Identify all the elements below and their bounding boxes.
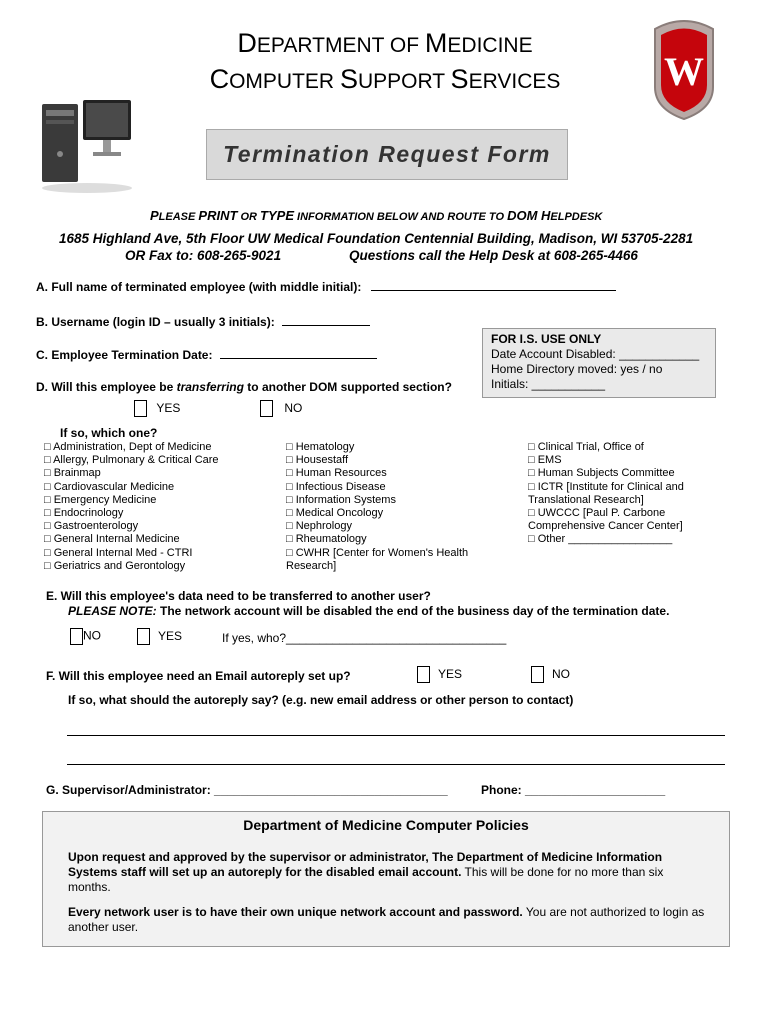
autoreply-yes-option[interactable]: [417, 666, 462, 683]
transfer-no-label: NO: [284, 400, 303, 415]
section-option[interactable]: □ Infectious Disease: [286, 480, 386, 493]
policy-p1-normal: This will be done for no more than six months.: [68, 865, 664, 894]
dept-letter: C: [209, 64, 230, 94]
form-title: Termination Request Form: [223, 141, 551, 167]
section-option[interactable]: □ Information Systems: [286, 493, 396, 506]
section-option[interactable]: □ Brainmap: [44, 467, 101, 480]
policy-p2-bold: Every network user is to have their own unique network account and password.: [68, 905, 523, 919]
policy-p2-normal: You are not authorized to login as another user.: [68, 905, 705, 934]
supervisor-field[interactable]: G. Supervisor/Administrator: ___________________________________: [46, 783, 448, 797]
section-option[interactable]: □ CWHR [Center for Women's Health: [286, 546, 469, 559]
section-option[interactable]: □ Human Subjects Committee: [528, 467, 675, 480]
data-transfer-yes-checkbox[interactable]: [137, 628, 150, 645]
note-text: The network account will be disabled the end of the business day of the termination date.: [156, 604, 670, 618]
question-d: [36, 380, 452, 394]
instr-part: P: [150, 208, 159, 223]
section-option-continued: Comprehensive Cancer Center]: [528, 520, 683, 533]
address-line: 1685 Highland Ave, 5th Floor UW Medical Foundation Centennial Building, Madison, WI 53705-2281: [59, 231, 694, 246]
data-transfer-yes-option[interactable]: [137, 628, 182, 645]
section-option[interactable]: □ Administration, Dept of Medicine: [44, 441, 212, 453]
section-option[interactable]: □ Allergy, Pulmonary & Critical Care: [44, 454, 219, 467]
question-e: E. Will this employee's data need to be transferred to another user?: [46, 589, 431, 603]
uw-crest-logo: [651, 17, 717, 121]
question-b-label: B. Username (login ID – usually 3 initials):: [36, 315, 275, 329]
policy-paragraph-2: [68, 905, 709, 935]
form-title-box: [206, 129, 568, 180]
section-option[interactable]: □ Endocrinology: [44, 507, 124, 520]
autoreply-line-1[interactable]: [67, 735, 725, 736]
phone-field[interactable]: Phone: _____________________: [481, 783, 666, 797]
is-use-title: FOR I.S. USE ONLY: [491, 332, 602, 346]
dept-letter: M: [424, 28, 448, 58]
question-c-label: C. Employee Termination Date:: [36, 348, 213, 362]
question-f: F. Will this employee need an Email autoreply set up?: [46, 669, 351, 683]
dept-text: OMPUTER: [229, 70, 340, 93]
autoreply-yes-label: YES: [438, 666, 463, 681]
dept-letter: D: [237, 28, 257, 58]
section-option-continued: Translational Research]: [528, 493, 644, 506]
autoreply-no-label: NO: [552, 666, 570, 681]
instr-part: ELPDESK: [550, 211, 603, 223]
dept-letter: S: [450, 64, 469, 94]
section-option[interactable]: □ Nephrology: [286, 520, 352, 533]
section-list-col3: [528, 441, 728, 547]
if-yes-who-field[interactable]: If yes, who?_________________________________: [222, 631, 507, 645]
instr-part: OR: [237, 211, 261, 223]
section-option[interactable]: □ General Internal Medicine: [44, 533, 180, 546]
question-d-em: transferring: [176, 380, 244, 394]
instr-part: PRINT: [198, 208, 238, 223]
transfer-yes-label: YES: [156, 400, 181, 415]
section-option[interactable]: □ Clinical Trial, Office of: [528, 441, 644, 453]
data-transfer-no-checkbox[interactable]: [70, 628, 83, 645]
is-use-only-box: [482, 328, 716, 398]
autoreply-no-option[interactable]: [531, 666, 570, 683]
section-option[interactable]: □ Gastroenterology: [44, 520, 139, 533]
username-field[interactable]: [282, 313, 370, 326]
autoreply-text-prompt: If so, what should the autoreply say? (e.g. new email address or other person to contact): [68, 693, 574, 707]
question-a: [36, 278, 616, 294]
instr-part: TYPE: [260, 208, 294, 223]
transfer-no-option[interactable]: [260, 400, 302, 417]
section-option[interactable]: □ UWCCC [Paul P. Carbone: [528, 507, 666, 520]
question-a-label: A. Full name of terminated employee (with middle initial):: [36, 280, 362, 294]
svg-text:W: W: [664, 49, 704, 94]
dept-letter: S: [339, 64, 358, 94]
helpdesk-phone-line: Questions call the Help Desk at 608-265-4466: [349, 248, 638, 263]
print-instruction: [150, 208, 602, 223]
autoreply-no-checkbox[interactable]: [531, 666, 544, 683]
question-e-note: [68, 604, 669, 618]
if-so-which: If so, which one?: [60, 426, 158, 440]
termination-date-field[interactable]: [220, 346, 377, 359]
dept-text: ERVICES: [468, 70, 561, 93]
computer-icon: [37, 94, 137, 194]
dept-text: UPPORT: [357, 70, 451, 93]
question-d-post: to another DOM supported section?: [243, 380, 452, 394]
policy-paragraph-1: [68, 850, 709, 895]
data-transfer-no-label: NO: [83, 628, 101, 643]
fax-line: OR Fax to: 608-265-9021: [125, 248, 282, 263]
data-transfer-no-option[interactable]: [70, 628, 101, 645]
section-list-col1: [44, 441, 284, 573]
instr-part: DOM H: [507, 208, 551, 223]
policy-title: Department of Medicine Computer Policies: [243, 817, 529, 833]
autoreply-yes-checkbox[interactable]: [417, 666, 430, 683]
section-option-other[interactable]: □ Other _________________: [528, 533, 673, 546]
question-c: [36, 346, 377, 362]
section-list-col2: [286, 441, 526, 573]
section-option[interactable]: □ Emergency Medicine: [44, 493, 157, 506]
note-label: PLEASE NOTE:: [68, 604, 157, 618]
policy-box: [42, 811, 730, 947]
section-option[interactable]: □ Housestaff: [286, 454, 349, 467]
section-option[interactable]: □ EMS: [528, 454, 562, 467]
dept-text: EDICINE: [447, 34, 533, 57]
section-option[interactable]: □ Cardiovascular Medicine: [44, 480, 175, 493]
transfer-yes-option[interactable]: [134, 400, 180, 417]
transfer-no-checkbox[interactable]: [260, 400, 273, 417]
autoreply-line-2[interactable]: [67, 764, 725, 765]
full-name-field[interactable]: [371, 278, 616, 291]
policy-p1-bold: Upon request and approved by the supervisor or administrator, The Department of Medicine Information Systems staff will set up an autoreply for the disabled email account.: [68, 850, 663, 879]
section-option-continued: Research]: [286, 559, 337, 572]
initials: Initials: ___________: [491, 377, 606, 391]
section-option[interactable]: □ Geriatrics and Gerontology: [44, 559, 186, 572]
date-account-disabled: Date Account Disabled: ____________: [491, 347, 700, 361]
section-option[interactable]: □ General Internal Med - CTRI: [44, 546, 193, 559]
instr-part: LEASE: [158, 211, 199, 223]
section-option[interactable]: □ Medical Oncology: [286, 507, 384, 520]
instr-part: INFORMATION BELOW AND ROUTE TO: [294, 211, 508, 223]
section-option[interactable]: □ Rheumatology: [286, 533, 367, 546]
data-transfer-yes-label: YES: [158, 628, 183, 643]
home-directory-moved: Home Directory moved: yes / no: [491, 362, 663, 376]
section-option[interactable]: □ Hematology: [286, 441, 355, 453]
section-option[interactable]: □ ICTR [Institute for Clinical and: [528, 480, 684, 493]
section-option[interactable]: □ Human Resources: [286, 467, 387, 480]
question-d-pre: D. Will this employee be: [36, 380, 177, 394]
dept-text: EPARTMENT OF: [256, 34, 425, 57]
transfer-yes-checkbox[interactable]: [134, 400, 147, 417]
question-b: [36, 313, 370, 329]
